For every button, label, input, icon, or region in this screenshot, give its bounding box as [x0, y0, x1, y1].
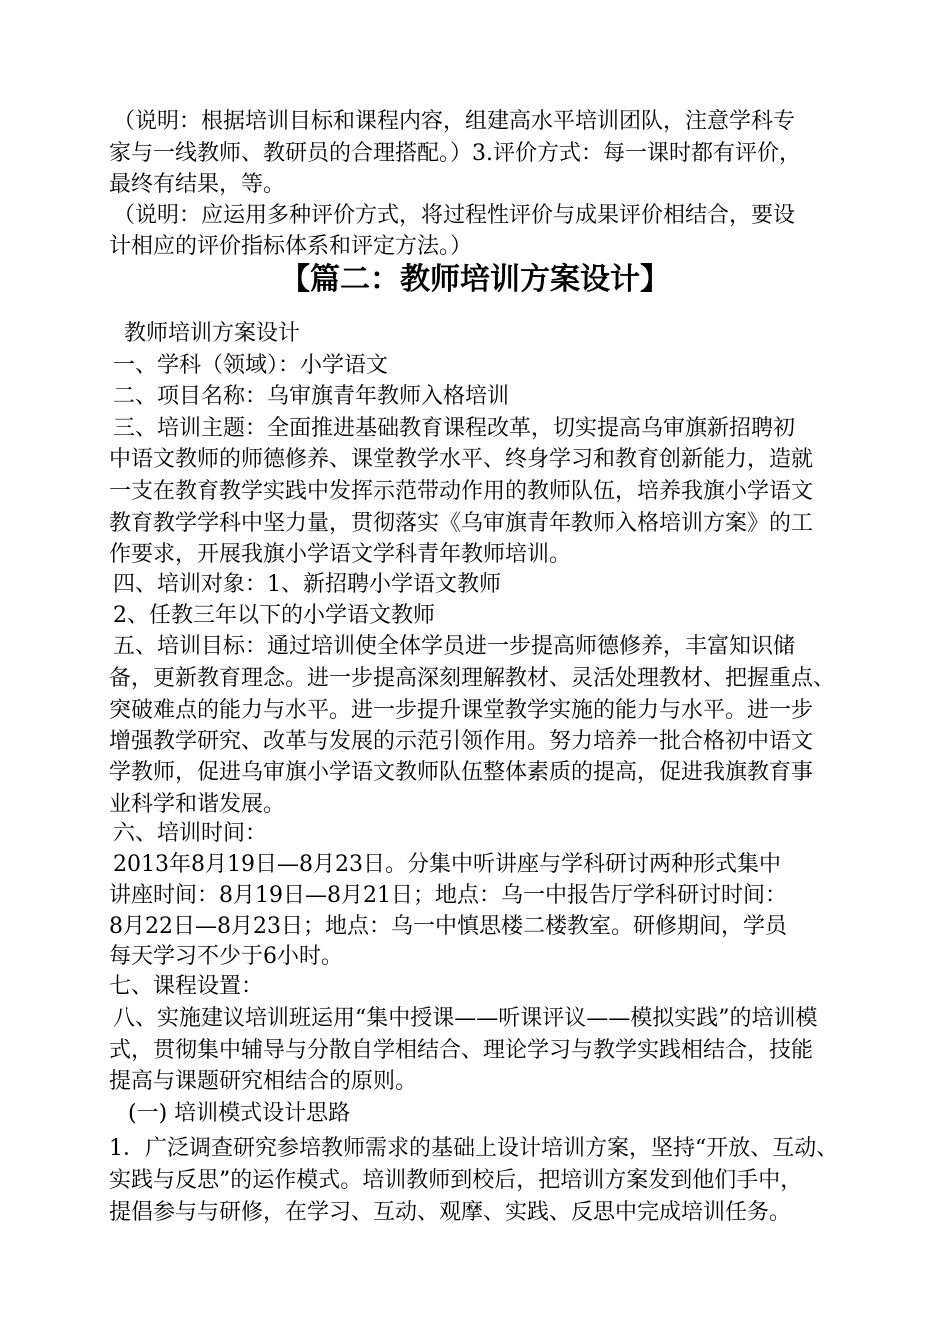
section-title: 【篇二：教师培训方案设计】 — [280, 262, 670, 297]
text-line: 一支在教育教学实践中发挥示范带动作用的教师队伍，培养我旗小学语文 — [109, 479, 814, 504]
text-line: 三、培训主题：全面推进基础教育课程改革，切实提高乌审旗新招聘初 — [113, 416, 796, 441]
text-line: 家与一线教师、教研员的合理搭配。）3.评价方式：每一课时都有评价， — [109, 141, 801, 166]
text-line: 教师培训方案设计 — [124, 321, 301, 346]
text-line: 八、实施建议培训班运用“集中授课——听课评议——模拟实践”的培训模 — [113, 1006, 818, 1031]
text-line: 提倡参与与研修，在学习、互动、观摩、实践、反思中完成培训任务。 — [109, 1200, 792, 1225]
text-line: 计相应的评价指标体系和评定方法。） — [109, 234, 473, 259]
text-line: 讲座时间：8月19日—8月21日；地点：乌一中报告厅学科研讨时间： — [109, 883, 787, 908]
text-line: 一、学科（领域）：小学语文 — [113, 353, 389, 378]
text-line: 提高与课题研究相结合的原则。 — [109, 1069, 418, 1094]
text-line: (一) 培训模式设计思路 — [128, 1101, 351, 1126]
text-line: 中语文教师的师德修养、课堂教学水平、终身学习和教育创新能力，造就 — [109, 447, 814, 472]
text-line: 学教师，促进乌审旗小学语文教师队伍整体素质的提高，促进我旗教育事 — [109, 760, 814, 785]
text-line: 8月22日—8月23日；地点：乌一中慎思楼二楼教室。研修期间，学员 — [109, 914, 787, 939]
text-line: 作要求，开展我旗小学语文学科青年教师培训。 — [109, 542, 572, 567]
text-line: 最终有结果，等。 — [109, 172, 286, 197]
text-line: 备，更新教育理念。进一步提高深刻理解教材、灵活处理教材、把握重点、 — [109, 666, 836, 691]
text-line: 五、培训目标：通过培训使全体学员进一步提高师德修养，丰富知识储 — [113, 634, 796, 659]
text-line: （说明：根据培训目标和课程内容，组建高水平培训团队，注意学科专 — [113, 109, 796, 134]
text-line: 1．广泛调查研究参培教师需求的基础上设计培训方案，坚持“开放、互动、 — [109, 1136, 839, 1161]
text-line: 实践与反思”的运作模式。培训教师到校后，把培训方案发到他们手中， — [109, 1168, 803, 1193]
text-line: 突破难点的能力与水平。进一步提升课堂教学实施的能力与水平。进一步 — [109, 698, 814, 723]
text-line: 业科学和谐发展。 — [109, 792, 286, 817]
text-line: 式，贯彻集中辅导与分散自学相结合、理论学习与教学实践相结合，技能 — [109, 1038, 814, 1063]
text-line: （说明：应运用多种评价方式，将过程性评价与成果评价相结合，要设 — [113, 203, 796, 228]
text-line: 增强教学研究、改革与发展的示范引领作用。努力培养一批合格初中语文 — [109, 729, 814, 754]
text-line: 每天学习不少于6小时。 — [109, 944, 343, 969]
text-line: 六、培训时间： — [113, 821, 268, 846]
text-line: 2、任教三年以下的小学语文教师 — [113, 603, 435, 628]
text-line: 二、项目名称：乌审旗青年教师入格培训 — [113, 384, 510, 409]
text-line: 教育教学学科中坚力量，贯彻落实《乌审旗青年教师入格培训方案》的工 — [109, 511, 814, 536]
text-line: 七、课程设置： — [109, 974, 264, 999]
text-line: 四、培训对象：1、新招聘小学语文教师 — [113, 572, 501, 597]
text-line: 2013年8月19日—8月23日。分集中听讲座与学科研讨两种形式集中 — [113, 852, 781, 877]
